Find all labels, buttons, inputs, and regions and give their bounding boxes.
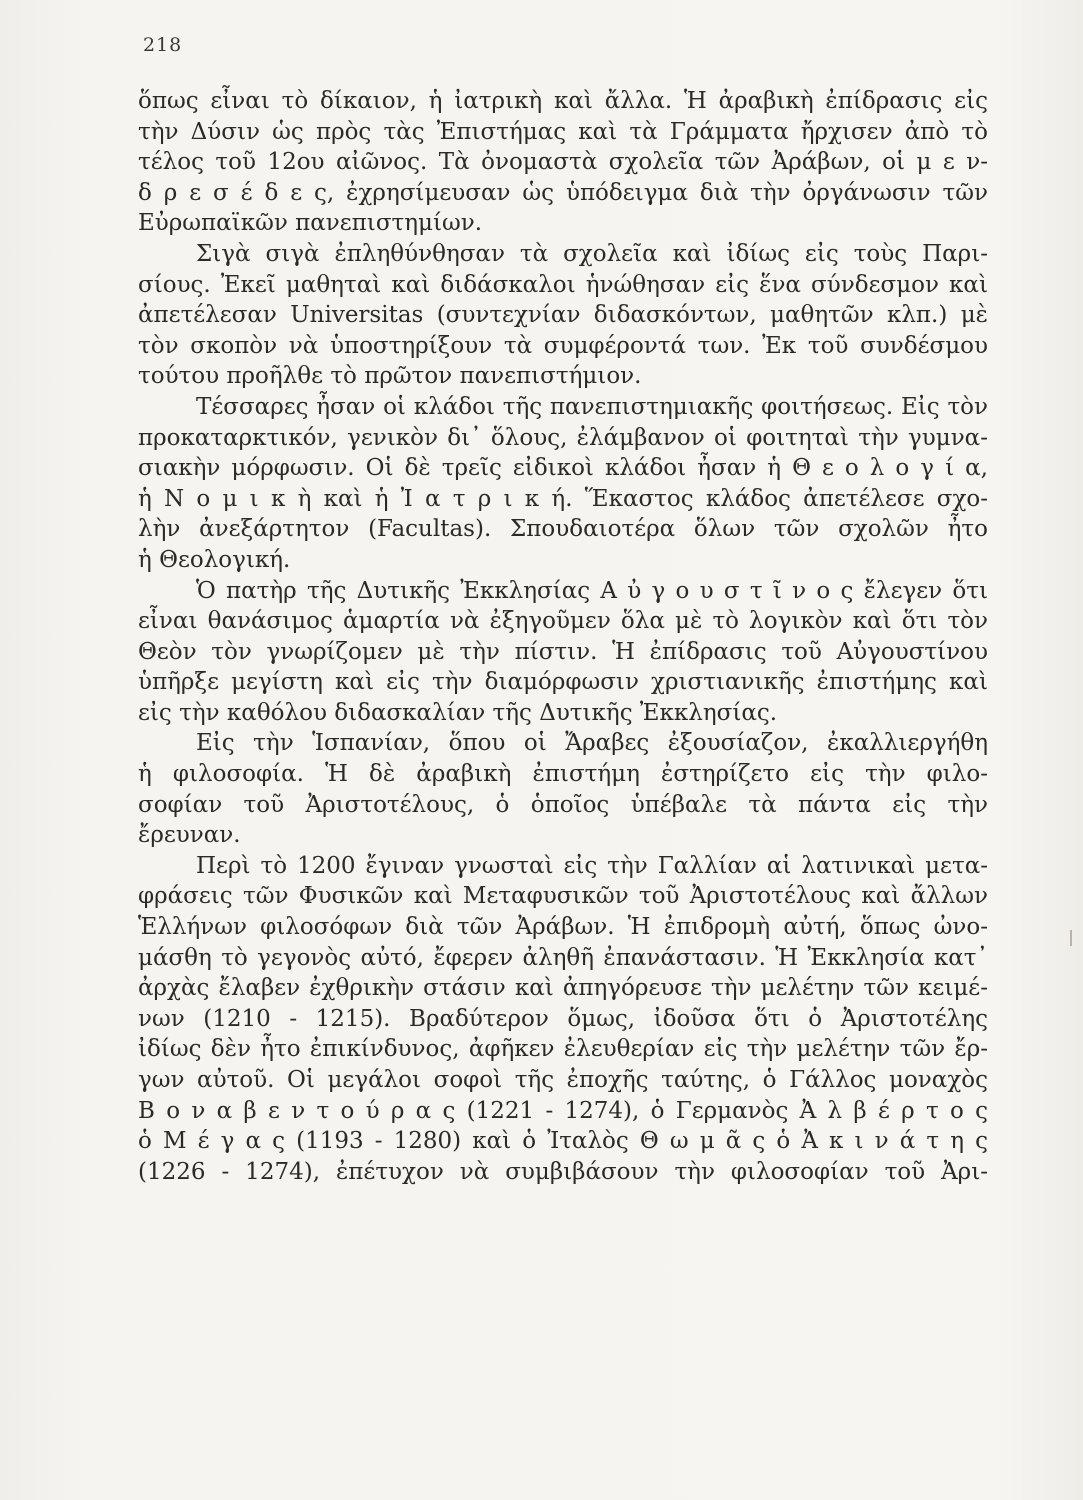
text-line: Εὐρωπαϊκῶν πανεπιστημίων. — [138, 210, 483, 237]
paragraph — [138, 86, 988, 239]
paragraph — [138, 576, 988, 729]
text-line: μάσθη τὸ γεγονὸς αὐτό, ἔφερεν ἀληθῆ ἐπανάστασιν. Ἡ Ἐκκλησία κατ᾽ — [138, 944, 988, 971]
text-line: νων (1210 - 1215). Βραδύτερον ὅμως, ἰδοῦσα ὅτι ὁ Ἀριστοτέλης — [138, 1005, 988, 1032]
text-line: σιακὴν μόρφωσιν. Οἱ δὲ τρεῖς εἰδικοὶ κλάδοι ἦσαν ἡ Θ ε ο λ ο γ ί α, — [138, 455, 988, 482]
text-line: Θεὸν τὸν γνωρίζομεν μὲ τὴν πίστιν. Ἡ ἐπίδρασις τοῦ Αὐγουστίνου — [138, 638, 988, 665]
body-text — [138, 86, 988, 1187]
text-line: τέλος τοῦ 12ου αἰῶνος. Τὰ ὀνομαστὰ σχολεῖα τῶν Ἀράβων, οἱ μ ε ν- — [138, 149, 988, 176]
text-line: ὁ Μ έ γ α ς (1193 - 1280) καὶ ὁ Ἰταλὸς Θ ω μ ᾶ ς ὁ Ἀ κ ι ν ά τ η ς — [138, 1128, 988, 1155]
paragraph — [138, 392, 988, 576]
paragraph — [138, 851, 988, 1188]
text-line: λὴν ἀνεξάρτητον (Facultas). Σπουδαιοτέρα ὅλων τῶν σχολῶν ἦτο — [138, 516, 988, 543]
text-line: Εἰς τὴν Ἱσπανίαν, ὅπου οἱ Ἄραβες ἐξουσίαζον, ἐκαλλιεργήθη — [196, 730, 988, 757]
text-line: φράσεις τῶν Φυσικῶν καὶ Μεταφυσικῶν τοῦ Ἀριστοτέλους καὶ ἄλλων — [138, 883, 988, 910]
text-line: δ ρ ε σ έ δ ε ς, ἐχρησίμευσαν ὡς ὑπόδειγμα διὰ τὴν ὀργάνωσιν τῶν — [138, 179, 988, 206]
text-line: Β ο ν α β ε ν τ ο ύ ρ α ς (1221 - 1274), ὁ Γερμανὸς Ἀ λ β έ ρ τ ο ς — [138, 1097, 988, 1124]
text-line: Σιγὰ σιγὰ ἐπληθύνθησαν τὰ σχολεῖα καὶ ἰδίως εἰς τοὺς Παρι- — [196, 240, 988, 267]
text-line: ὅπως εἶναι τὸ δίκαιον, ἡ ἰατρικὴ καὶ ἄλλα. Ἡ ἀραβικὴ ἐπίδρασις εἰς — [138, 88, 988, 114]
text-line: προκαταρκτικόν, γενικὸν δι᾽ ὅλους, ἐλάμβανον οἱ φοιτηταὶ τὴν γυμνα- — [138, 424, 988, 451]
text-line: ἡ Θεολογική. — [138, 546, 291, 573]
text-line: ὑπῆρξε μεγίστη καὶ εἰς τὴν διαμόρφωσιν χριστιανικῆς ἐπιστήμης καὶ — [138, 669, 988, 696]
text-line: Περὶ τὸ 1200 ἔγιναν γνωσταὶ εἰς τὴν Γαλλίαν αἱ λατινικαὶ μετα- — [196, 852, 988, 879]
text-line: Τέσσαρες ἦσαν οἱ κλάδοι τῆς πανεπιστημιακῆς φοιτήσεως. Εἰς τὸν — [196, 393, 988, 420]
paragraph — [138, 239, 988, 392]
text-line: Ἑλλήνων φιλοσόφων διὰ τῶν Ἀράβων. Ἡ ἐπιδρομὴ αὐτή, ὅπως ὠνο- — [138, 914, 988, 941]
paragraph — [138, 728, 988, 850]
text-line: ἀπετέλεσαν Universitas (συντεχνίαν διδασκόντων, μαθητῶν κλπ.) μὲ — [138, 302, 988, 329]
text-line: ἡ φιλοσοφία. Ἡ δὲ ἀραβικὴ ἐπιστήμη ἐστηρίζετο εἰς τὴν φιλο- — [138, 761, 988, 788]
text-line: ἀρχὰς ἔλαβεν ἐχθρικὴν στάσιν καὶ ἀπηγόρευσε τὴν μελέτην τῶν κειμέ- — [138, 975, 988, 1002]
margin-mark — [1070, 930, 1072, 946]
text-line: εἰς τὴν καθόλου διδασκαλίαν τῆς Δυτικῆς Ἐκκλησίας. — [138, 699, 778, 726]
text-line: τούτου προῆλθε τὸ πρῶτον πανεπιστήμιον. — [138, 363, 642, 390]
text-line: ἰδίως δὲν ἦτο ἐπικίνδυνος, ἀφῆκεν ἐλευθερίαν εἰς τὴν μελέτην τῶν ἔρ- — [138, 1036, 988, 1063]
text-line: σοφίαν τοῦ Ἀριστοτέλους, ὁ ὁποῖος ὑπέβαλε τὰ πάντα εἰς τὴν — [138, 791, 988, 818]
page-number: 218 — [143, 34, 183, 56]
text-line: εἶναι θανάσιμος ἁμαρτία νὰ ἐξηγοῦμεν ὅλα μὲ τὸ λογικὸν καὶ ὅτι τὸν — [138, 608, 988, 635]
text-line: ἡ Ν ο μ ι κ ὴ καὶ ἡ Ἰ α τ ρ ι κ ή. Ἕκαστος κλάδος ἀπετέλεσε σχο- — [138, 485, 988, 512]
text-line: σίους. Ἐκεῖ μαθηταὶ καὶ διδάσκαλοι ἡνώθησαν εἰς ἕνα σύνδεσμον καὶ — [138, 271, 988, 298]
text-line: (1226 - 1274), ἐπέτυχον νὰ συμβιβάσουν τὴν φιλοσοφίαν τοῦ Ἀρι- — [138, 1158, 988, 1185]
text-line: Ὁ πατὴρ τῆς Δυτικῆς Ἐκκλησίας Α ὐ γ ο υ σ τ ῖ ν ο ς ἔλεγεν ὅτι — [196, 577, 988, 604]
text-line: τὸν σκοπὸν νὰ ὑποστηρίξουν τὰ συμφέροντά των. Ἐκ τοῦ συνδέσμου — [138, 332, 988, 359]
text-line: τὴν Δύσιν ὡς πρὸς τὰς Ἐπιστήμας καὶ τὰ Γράμματα ἤρχισεν ἀπὸ τὸ — [138, 118, 988, 145]
text-line: ἔρευναν. — [138, 822, 241, 849]
text-line: γων αὐτοῦ. Οἱ μεγάλοι σοφοὶ τῆς ἐποχῆς ταύτης, ὁ Γάλλος μοναχὸς — [138, 1067, 988, 1093]
